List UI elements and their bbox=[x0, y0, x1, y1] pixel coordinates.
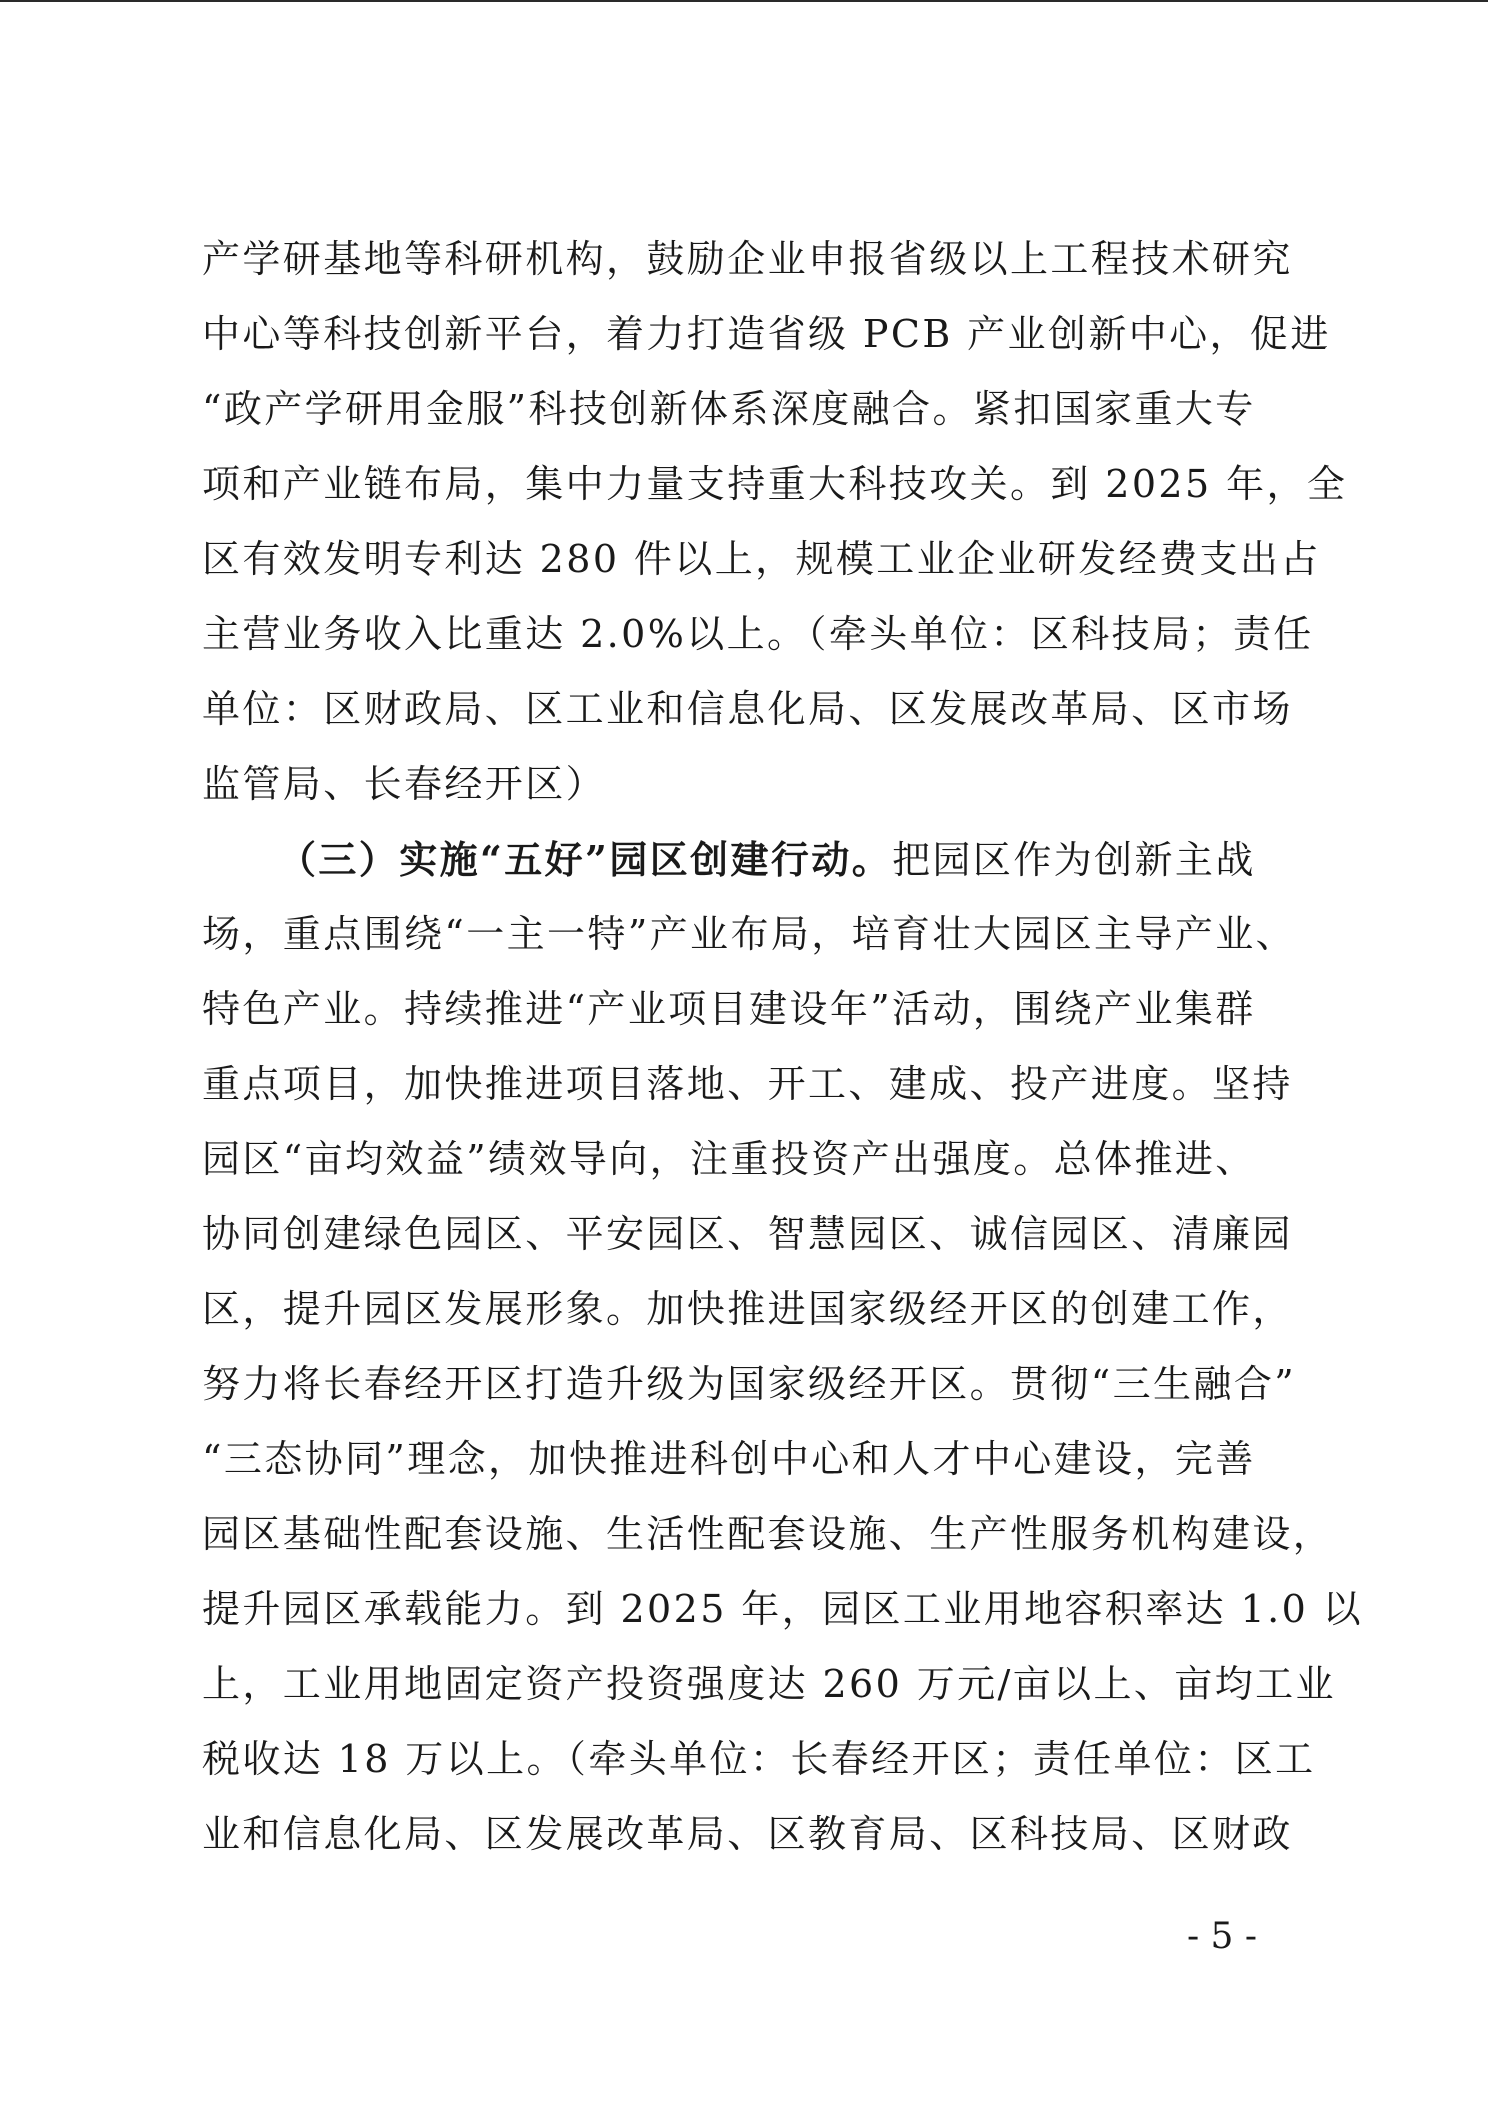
document-body bbox=[202, 222, 1364, 1872]
section-heading-continuation: 把园区作为创新主战 bbox=[892, 838, 1256, 882]
text-line: 主营业务收入比重达 2.0%以上。（牵头单位：区科技局；责任 bbox=[202, 612, 1314, 656]
text-line: 重点项目，加快推进项目落地、开工、建成、投产进度。坚持 bbox=[202, 1062, 1293, 1106]
text-line: 努力将长春经开区打造升级为国家级经开区。贯彻“三生融合” bbox=[202, 1362, 1297, 1406]
text-line: “政产学研用金服”科技创新体系深度融合。紧扣国家重大专 bbox=[202, 387, 1256, 431]
text-line: 园区“亩均效益”绩效导向，注重投资产出强度。总体推进、 bbox=[202, 1137, 1256, 1181]
text-line: 上，工业用地固定资产投资强度达 260 万元/亩以上、亩均工业 bbox=[202, 1662, 1336, 1706]
text-line: 业和信息化局、区发展改革局、区教育局、区科技局、区财政 bbox=[202, 1812, 1293, 1856]
text-line: 协同创建绿色园区、平安园区、智慧园区、诚信园区、清廉园 bbox=[202, 1212, 1293, 1256]
top-border-line bbox=[0, 0, 1488, 2]
text-line: “三态协同”理念，加快推进科创中心和人才中心建设，完善 bbox=[202, 1437, 1256, 1481]
text-line: 税收达 18 万以上。（牵头单位：长春经开区；责任单位：区工 bbox=[202, 1737, 1316, 1781]
text-line: 单位：区财政局、区工业和信息化局、区发展改革局、区市场 bbox=[202, 687, 1293, 731]
text-line: 区，提升园区发展形象。加快推进国家级经开区的创建工作， bbox=[202, 1287, 1293, 1331]
text-line: 产学研基地等科研机构，鼓励企业申报省级以上工程技术研究 bbox=[202, 237, 1293, 281]
section-heading: （三）实施“五好”园区创建行动。 bbox=[278, 837, 893, 882]
text-line: 场，重点围绕“一主一特”产业布局，培育壮大园区主导产业、 bbox=[202, 912, 1297, 956]
text-line: 提升园区承载能力。到 2025 年，园区工业用地容积率达 1.0 以 bbox=[202, 1587, 1364, 1631]
text-line: 中心等科技创新平台，着力打造省级 PCB 产业创新中心，促进 bbox=[202, 312, 1331, 356]
text-line: 项和产业链布局，集中力量支持重大科技攻关。到 2025 年，全 bbox=[202, 462, 1348, 506]
text-line: 园区基础性配套设施、生活性配套设施、生产性服务机构建设， bbox=[202, 1512, 1334, 1556]
section-heading-line bbox=[202, 822, 1288, 897]
page-number: - 5 - bbox=[1186, 1916, 1258, 1957]
text-line: 监管局、长春经开区） bbox=[202, 762, 607, 806]
text-line: 特色产业。持续推进“产业项目建设年”活动，围绕产业集群 bbox=[202, 987, 1256, 1031]
text-line: 区有效发明专利达 280 件以上，规模工业企业研发经费支出占 bbox=[202, 537, 1321, 581]
